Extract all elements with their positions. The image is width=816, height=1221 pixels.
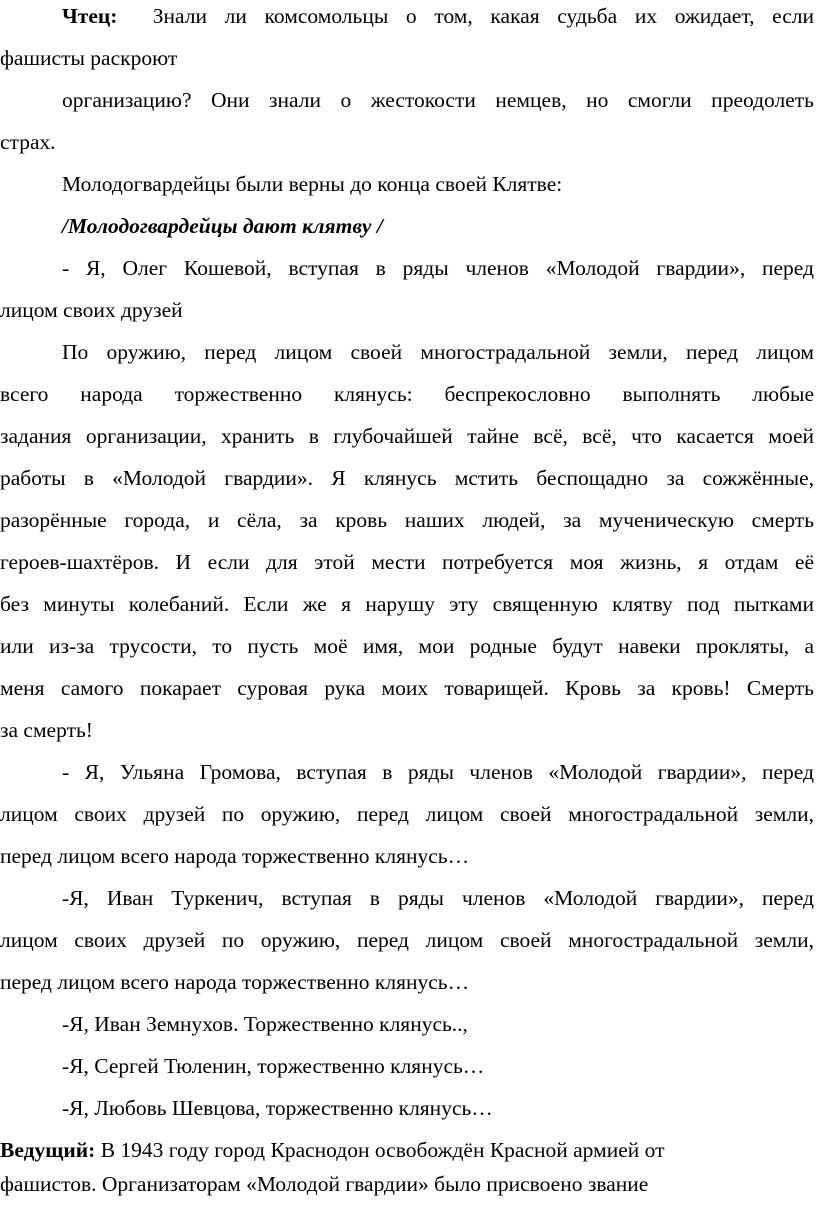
oath-line-3: задания организации, хранить в глубочайшей тайне всё, всё, что касается моей — [0, 424, 814, 448]
reader-label: Чтец: — [62, 4, 118, 28]
oath-line-6: героев-шахтёров. И если для этой мести потребуется моя жизнь, я отдам её — [0, 550, 814, 574]
host-line-1 — [0, 1136, 814, 1164]
host-label: Ведущий: — [0, 1138, 96, 1162]
turkenich-line-1: -Я, Иван Туркенич, вступая в ряды членов «Молодой гвардии», перед — [62, 886, 814, 910]
oath-line-10: за смерть! — [0, 718, 93, 742]
zemnukhov-line: -Я, Иван Земнухов. Торжественно клянусь.., — [62, 1012, 468, 1036]
oath-line-9: меня самого покарает суровая рука моих товарищей. Кровь за кровь! Смерть — [0, 676, 814, 700]
reader-line-4: страх. — [0, 130, 56, 154]
tyulenin-line: -Я, Сергей Тюленин, торжественно клянусь… — [62, 1054, 485, 1078]
reader-line-2: фашисты раскроют — [0, 46, 178, 70]
gromova-line-3: перед лицом всего народа торжественно клянусь… — [0, 844, 470, 868]
oath-stage-direction: /Молодогвардейцы дают клятву / — [62, 214, 383, 238]
gromova-line-2: лицом своих друзей по оружию, перед лицом своей многострадальной земли, — [0, 802, 814, 826]
oath-line-8: или из-за трусости, то пусть моё имя, мои родные будут навеки прокляты, а — [0, 634, 814, 658]
koshevoy-line-2: лицом своих друзей — [0, 298, 183, 322]
loyalty-line: Молодогвардейцы были верны до конца своей Клятве: — [62, 172, 563, 196]
reader-line-3: организацию? Они знали о жестокости немцев, но смогли преодолеть — [62, 88, 814, 112]
oath-line-4: работы в «Молодой гвардии». Я клянусь мстить беспощадно за сожжённые, — [0, 466, 814, 490]
reader-line-1 — [62, 2, 814, 30]
oath-line-5: разорённые города, и сёла, за кровь наших людей, за мученическую смерть — [0, 508, 814, 532]
host-line-2: фашистов. Организаторам «Молодой гвардии» было присвоено звание — [0, 1172, 649, 1196]
koshevoy-line-1: - Я, Олег Кошевой, вступая в ряды членов «Молодой гвардии», перед — [62, 256, 814, 280]
shevtsova-line: -Я, Любовь Шевцова, торжественно клянусь… — [62, 1096, 493, 1120]
turkenich-line-3: перед лицом всего народа торжественно клянусь… — [0, 970, 470, 994]
gromova-line-1: - Я, Ульяна Громова, вступая в ряды членов «Молодой гвардии», перед — [62, 760, 814, 784]
oath-line-7: без минуты колебаний. Если же я нарушу эту священную клятву под пытками — [0, 592, 814, 616]
oath-line-1: По оружию, перед лицом своей многострадальной земли, перед лицом — [62, 340, 814, 364]
turkenich-line-2: лицом своих друзей по оружию, перед лицом своей многострадальной земли, — [0, 928, 814, 952]
host-text-1: В 1943 году город Краснодон освобождён Красной армией от — [95, 1138, 665, 1162]
oath-line-2: всего народа торжественно клянусь: беспрекословно выполнять любые — [0, 382, 814, 406]
reader-text-1: Знали ли комсомольцы о том, какая судьба их ожидает, если — [152, 4, 814, 28]
